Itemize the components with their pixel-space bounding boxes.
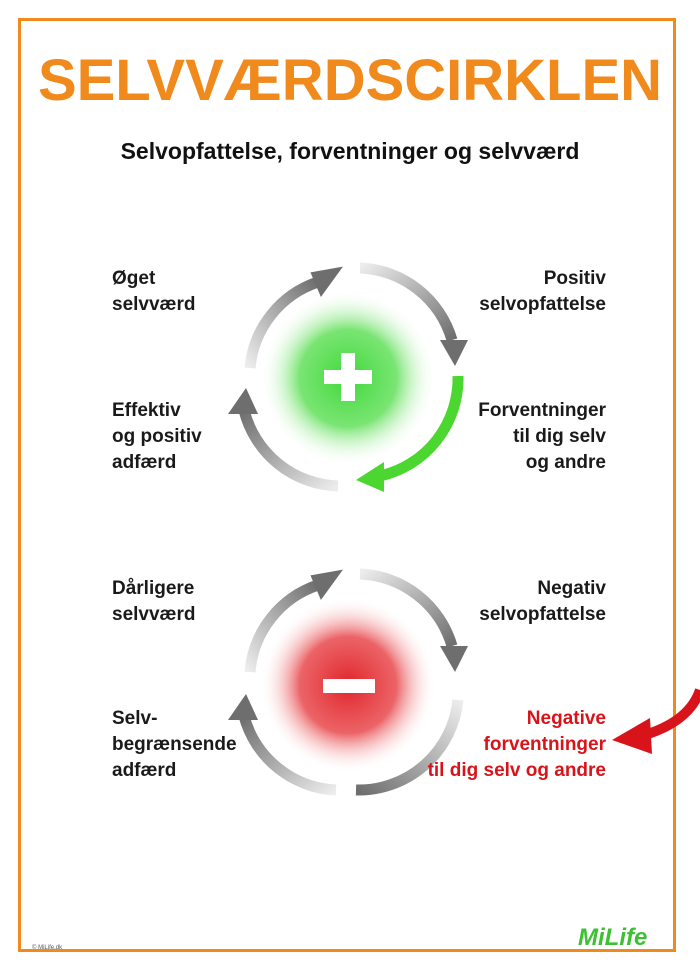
- arrowhead-bottom-green: [356, 462, 384, 492]
- label-line: Forventninger: [478, 400, 606, 421]
- label-line: forventninger: [483, 734, 606, 755]
- label-line: selvværd: [112, 294, 196, 315]
- poster-title: SELVVÆRDSCIRKLEN: [37, 48, 663, 113]
- red-pointer-arrow: [612, 690, 700, 754]
- arrowhead-left: [228, 388, 258, 414]
- copyright-text: © MiLife.dk: [32, 945, 63, 951]
- arrowhead-right: [440, 340, 468, 366]
- label-selvbegraensende-adfaerd: [112, 706, 237, 784]
- milife-logo: MiLife: [578, 924, 648, 951]
- label-positiv-selvopfattelse: [479, 266, 606, 318]
- label-forventninger: [478, 398, 606, 476]
- label-negativ-selvopfattelse: [479, 576, 606, 628]
- positive-cycle: [228, 267, 468, 492]
- label-line: Negativ: [537, 578, 606, 599]
- label-line: Dårligere: [112, 578, 195, 599]
- label-line: Selv-: [112, 708, 158, 729]
- arrowhead-right: [440, 646, 468, 672]
- poster-subtitle: Selvopfattelse, forventninger og selvværd: [120, 138, 580, 164]
- label-negative-forventninger: [428, 706, 606, 784]
- label-line: Effektiv: [112, 400, 181, 421]
- label-line: adfærd: [112, 452, 177, 473]
- label-line: og andre: [525, 452, 606, 473]
- arrowhead-top: [310, 570, 347, 601]
- label-line: selvopfattelse: [479, 294, 606, 315]
- label-darligere-selvvaerd: [112, 576, 195, 628]
- label-line: begrænsende: [112, 734, 237, 755]
- label-line: adfærd: [112, 760, 177, 781]
- minus-icon: [323, 679, 375, 693]
- label-line: selvværd: [112, 604, 196, 625]
- label-effektiv-adfaerd: [112, 398, 202, 476]
- label-line: og positiv: [112, 426, 202, 447]
- label-line: til dig selv og andre: [427, 760, 606, 781]
- label-line: selvopfattelse: [479, 604, 606, 625]
- label-line: Positiv: [543, 268, 606, 289]
- label-line: Negative: [526, 708, 606, 729]
- label-line: til dig selv: [513, 426, 606, 447]
- label-oget-selvvaerd: [112, 266, 195, 318]
- label-line: Øget: [112, 268, 156, 289]
